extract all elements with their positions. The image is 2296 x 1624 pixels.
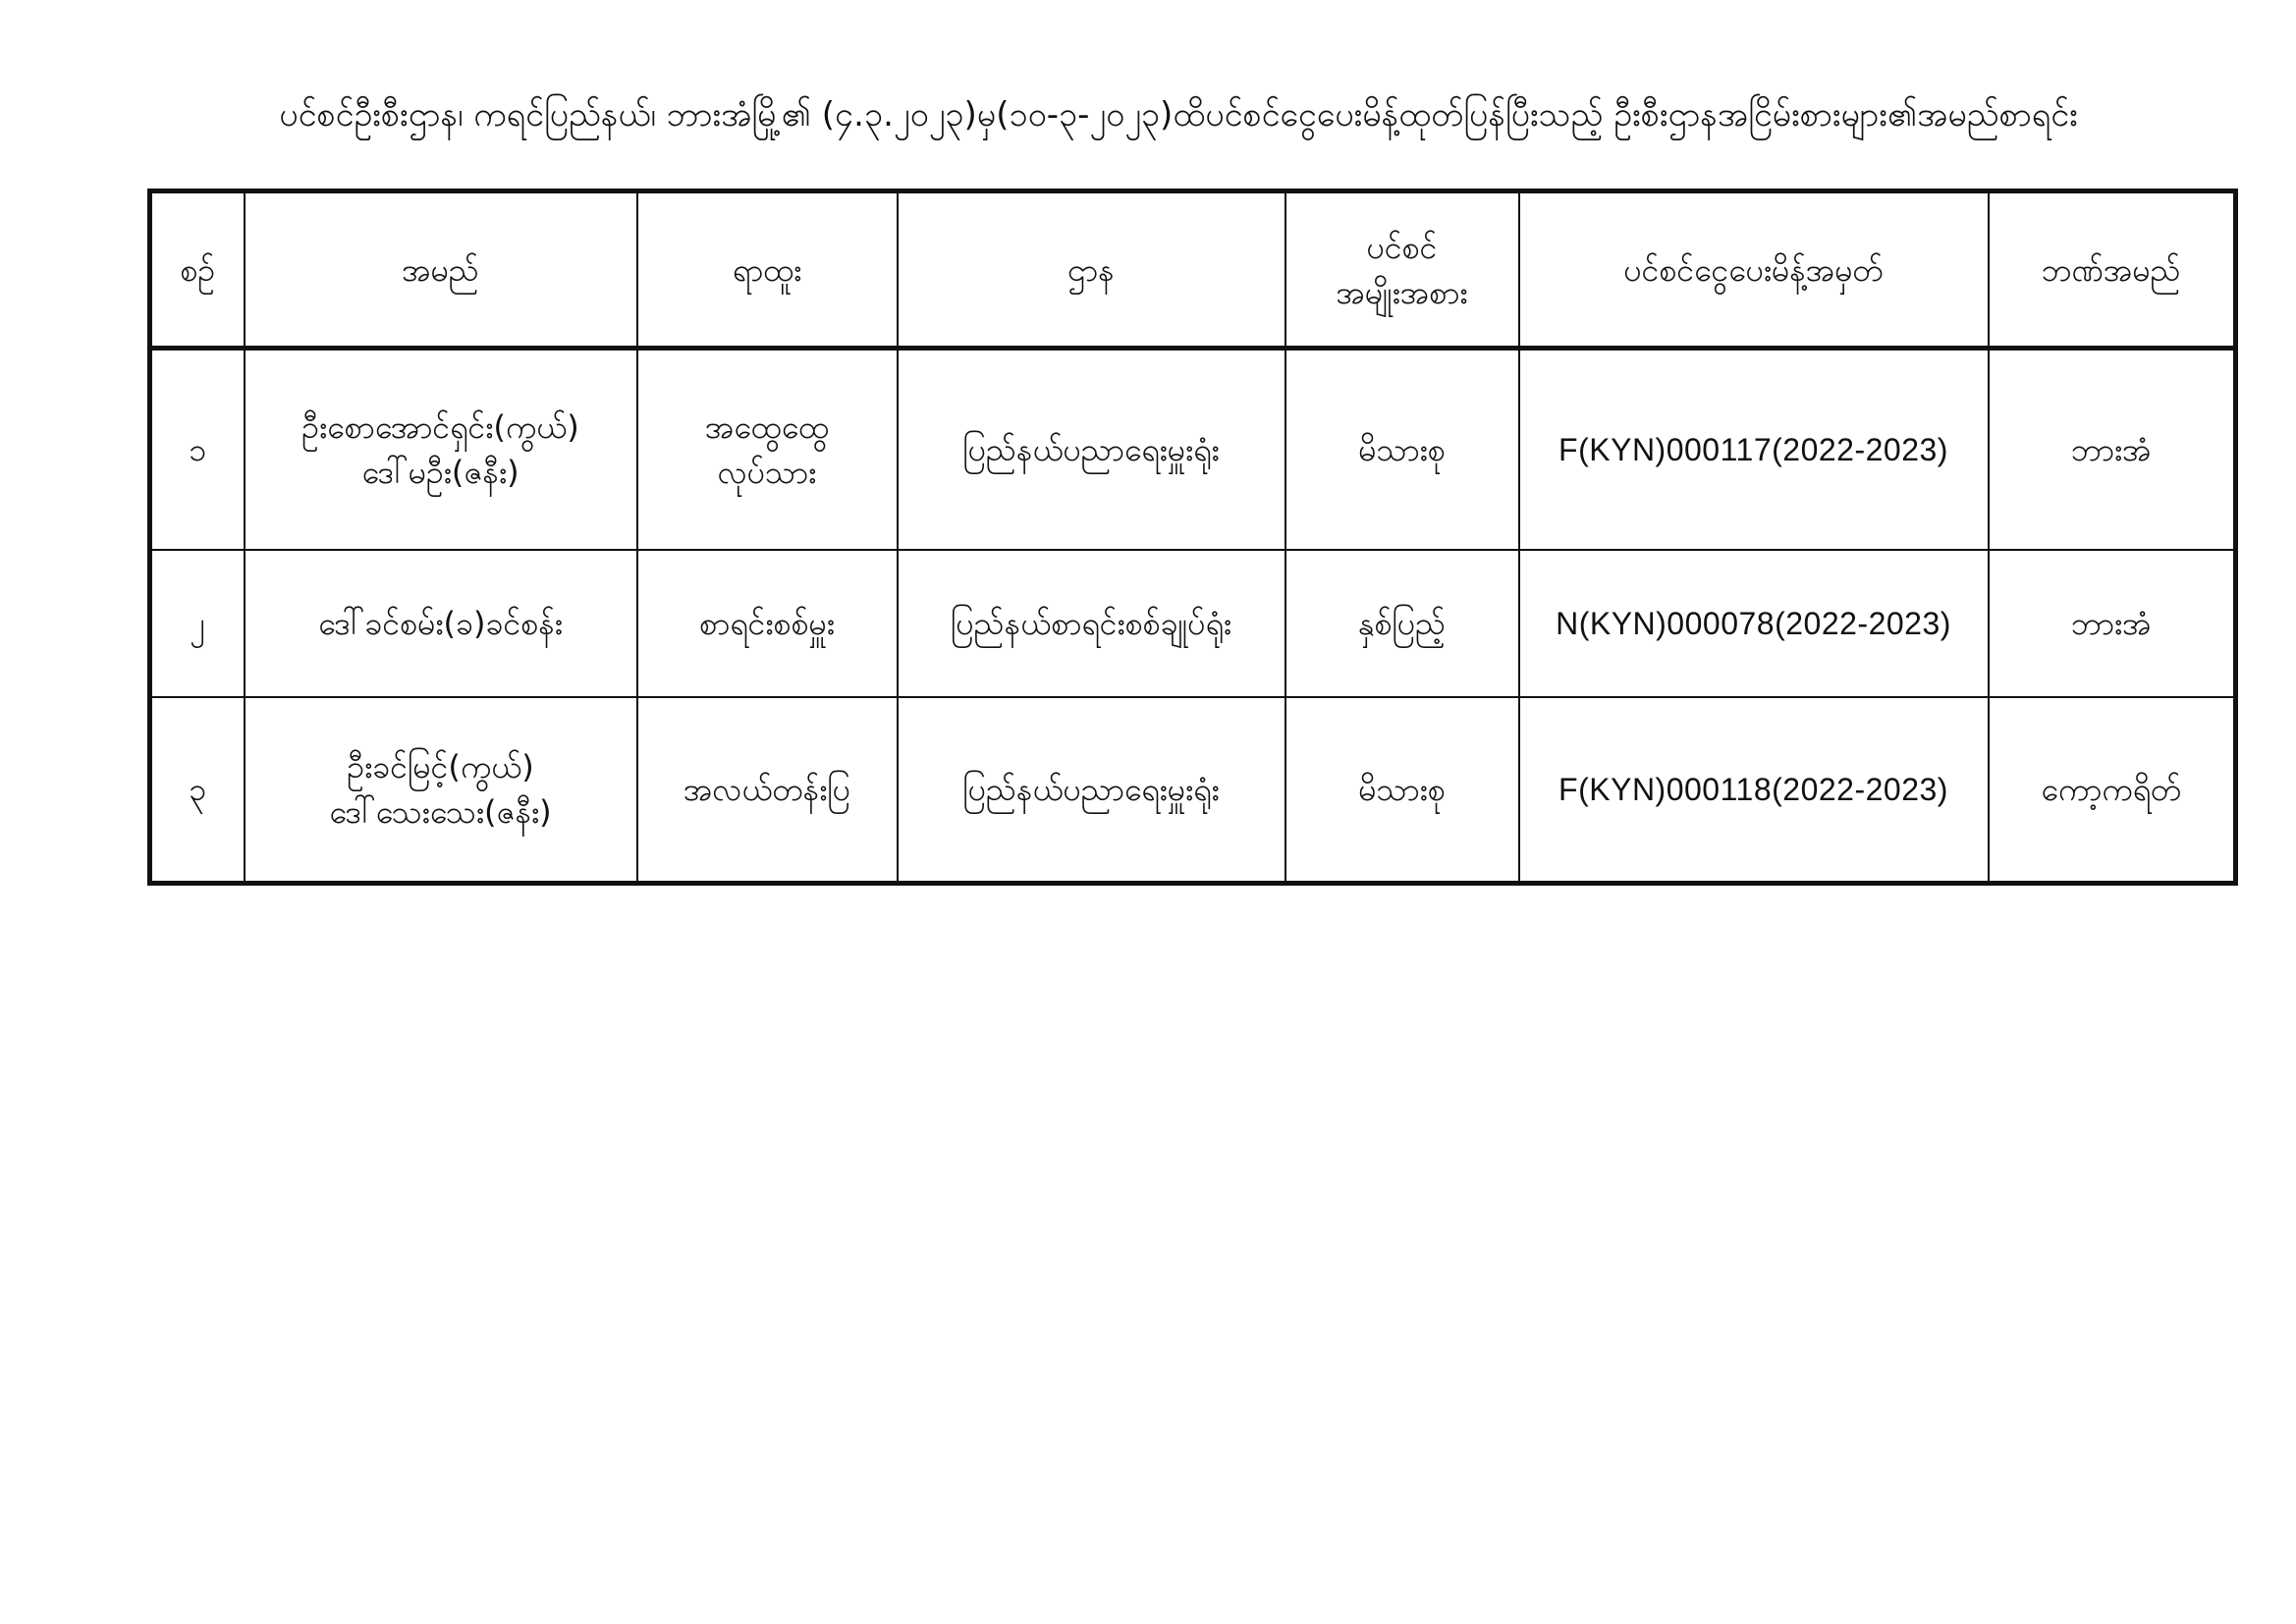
- cell-rank: အလယ်တန်းပြ: [637, 697, 898, 884]
- cell-name: [245, 349, 637, 550]
- cell-name: ဒေါ်ခင်စမ်း(ခ)ခင်စန်း: [245, 550, 637, 697]
- cell-name-line1: ဦးခင်မြင့်(ကွယ်): [347, 747, 534, 785]
- cell-bank: ဘားအံ: [1989, 550, 2236, 697]
- cell-rank: [637, 349, 898, 550]
- header-name: အမည်: [245, 191, 637, 349]
- table-header-row: [150, 191, 2236, 349]
- header-pension-type-line1: ပင်စင်: [1366, 228, 1438, 266]
- cell-name: [245, 697, 637, 884]
- table-row: [150, 697, 2236, 884]
- cell-pension-type: နှစ်ပြည့်: [1285, 550, 1519, 697]
- cell-license-no: N(KYN)000078(2022-2023): [1519, 550, 1989, 697]
- cell-rank-line2: လုပ်သား: [717, 453, 817, 491]
- cell-rank: စာရင်းစစ်မှူး: [637, 550, 898, 697]
- cell-license-no: F(KYN)000118(2022-2023): [1519, 697, 1989, 884]
- pensioner-table: [147, 189, 2238, 886]
- page-title: ပင်စင်ဦးစီးဌာန၊ ကရင်ပြည်နယ်၊ ဘားအံမြို့၏ (၄.၃.၂၀၂၃)မှ(၁၀-၃-၂၀၂၃)ထိပင်စင်ငွေပေးမိန့်ထုတ်ပြန်ပြီးသည့် ဦးစီးဌာနအငြိမ်းစားများ၏အမည်စာရင်း: [279, 95, 2078, 135]
- header-no: စဉ်: [150, 191, 245, 349]
- cell-bank: ကော့ကရိတ်: [1989, 697, 2236, 884]
- cell-license-no: F(KYN)000117(2022-2023): [1519, 349, 1989, 550]
- cell-bank: ဘားအံ: [1989, 349, 2236, 550]
- cell-department: ပြည်နယ်ပညာရေးမှူးရုံး: [898, 349, 1285, 550]
- cell-rank-line1: အထွေထွေ: [705, 407, 829, 446]
- header-pension-type-line2: အမျိုးအစား: [1336, 273, 1468, 311]
- cell-department: ပြည်နယ်စာရင်းစစ်ချုပ်ရုံး: [898, 550, 1285, 697]
- cell-no: ၁: [150, 349, 245, 550]
- header-bank: ဘဏ်အမည်: [1989, 191, 2236, 349]
- header-rank: ရာထူး: [637, 191, 898, 349]
- cell-no: ၂: [150, 550, 245, 697]
- cell-pension-type: မိသားစု: [1285, 349, 1519, 550]
- header-license-no: ပင်စင်ငွေပေးမိန့်အမှတ်: [1519, 191, 1989, 349]
- header-department: ဌာန: [898, 191, 1285, 349]
- cell-department: ပြည်နယ်ပညာရေးမှူးရုံး: [898, 697, 1285, 884]
- cell-name-line1: ဦးစောအောင်ရှင်း(ကွယ်): [301, 407, 579, 446]
- cell-pension-type: မိသားစု: [1285, 697, 1519, 884]
- cell-no: ၃: [150, 697, 245, 884]
- cell-name-line2: ဒေါ်မဦး(ဇနီး): [361, 453, 519, 491]
- table-row: [150, 349, 2236, 550]
- header-pension-type: [1285, 191, 1519, 349]
- cell-name-line2: ဒေါ်သေးသေး(ဇနီး): [329, 792, 552, 831]
- table-row: [150, 550, 2236, 697]
